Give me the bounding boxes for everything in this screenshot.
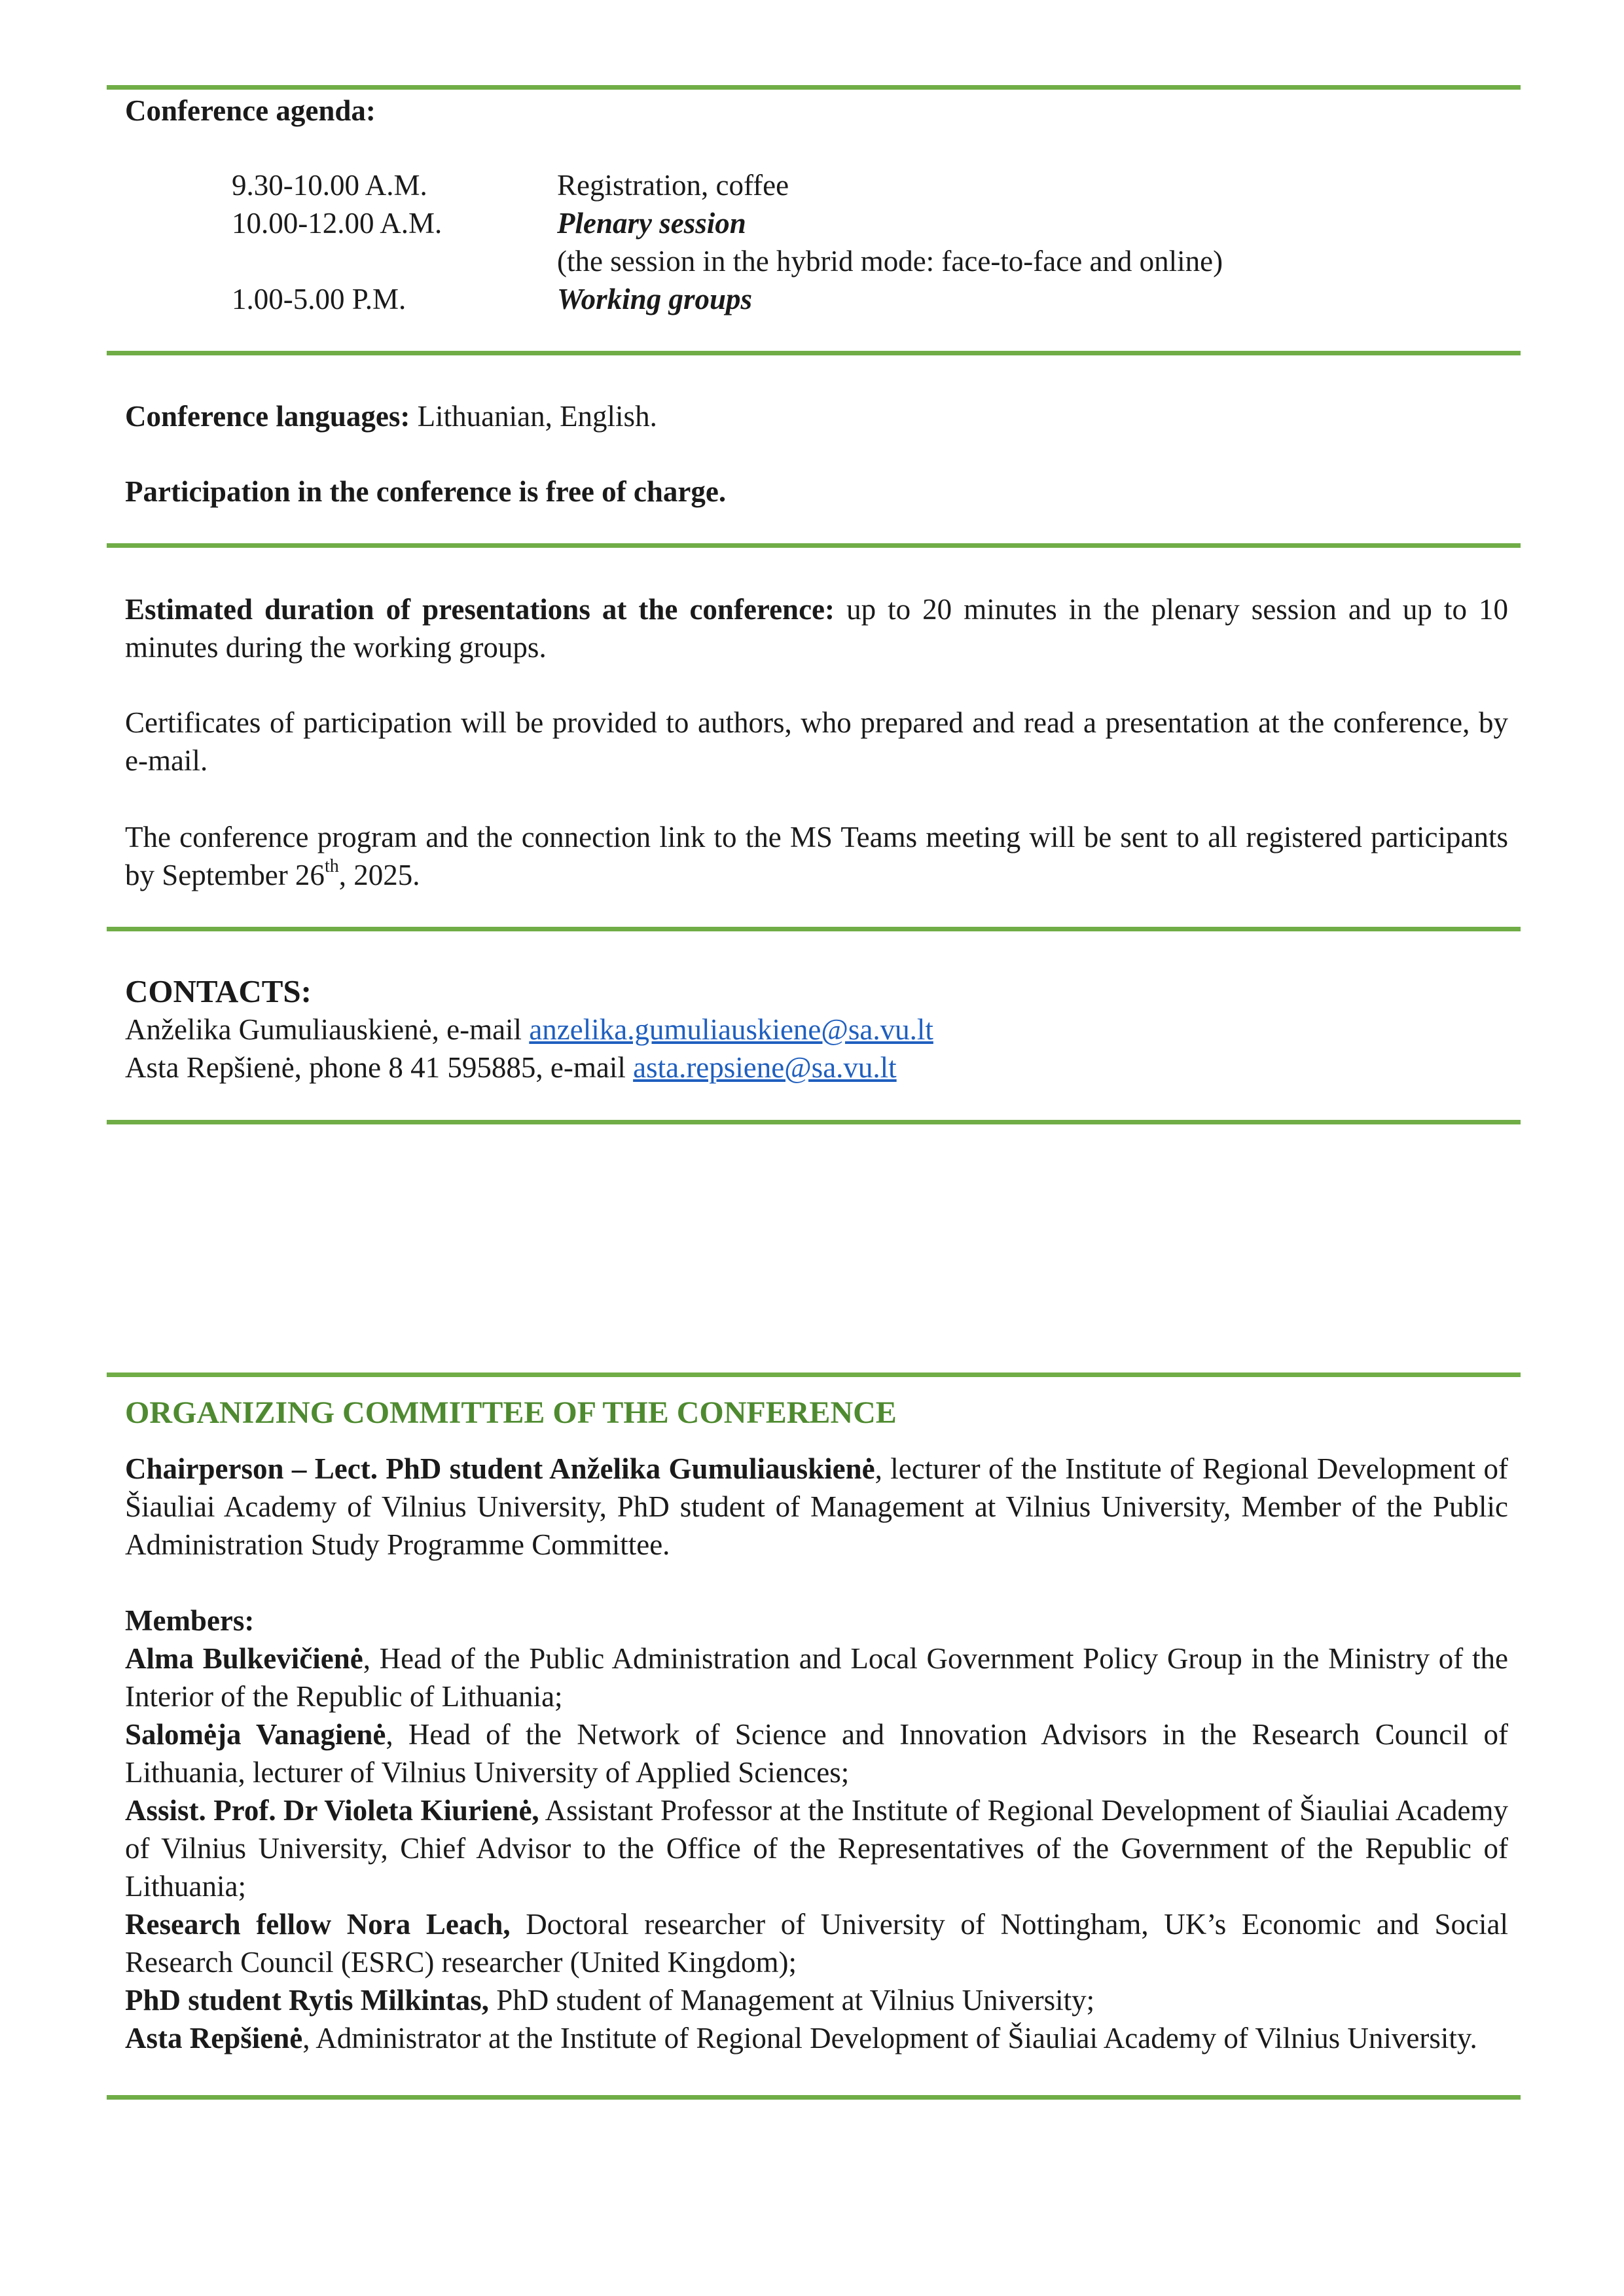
duration-label: Estimated duration of presentations at the conference: xyxy=(125,593,835,626)
divider-languages xyxy=(107,543,1521,548)
program-paragraph: The conference program and the connection link to the MS Teams meeting will be sent to all registered participants by September 26th, 2025. xyxy=(125,821,1508,891)
contacts-title: CONTACTS: xyxy=(125,973,312,1009)
agenda-time-2: 10.00-12.00 A.M. xyxy=(232,207,442,240)
agenda-title: Conference agenda: xyxy=(125,94,376,127)
member-5: PhD student Rytis Milkintas, PhD student of Management at Vilnius University; xyxy=(125,1984,1095,2017)
chairperson: Chairperson – Lect. PhD student Anželika Gumuliauskienė, lecturer of the Institute of Regional Development of Šiauliai Academy of Vilnius University, PhD student of Management at Vilnius University, Member of the Public Administration Study Programme Committee. xyxy=(125,1452,1508,1561)
divider-agenda xyxy=(107,351,1521,355)
member-3: Assist. Prof. Dr Violeta Kiurienė, Assistant Professor at the Institute of Regional Development of Šiauliai Academy of Vilnius University, Chief Advisor to the Office of the Representatives of the Government of the Republic of Lithuania; xyxy=(125,1794,1508,1903)
ordinal-suffix: th xyxy=(324,856,339,876)
contact-2-email-link[interactable]: asta.repsiene@sa.vu.lt xyxy=(633,1051,897,1084)
free-note: Participation in the conference is free of charge. xyxy=(125,475,727,508)
duration-value: up to 20 minutes in the plenary session and up to 10 minutes during the working groups. xyxy=(125,593,1508,664)
member-6: Asta Repšienė, Administrator at the Institute of Regional Development of Šiauliai Academy of Vilnius University. xyxy=(125,2022,1477,2054)
agenda-note-2: (the session in the hybrid mode: face-to-face and online) xyxy=(557,245,1223,278)
certificates-paragraph: Certificates of participation will be provided to authors, who prepared and read a presentation at the conference, by e-mail. xyxy=(125,706,1508,777)
member-1: Alma Bulkevičienė, Head of the Public Administration and Local Government Policy Group in the Ministry of the Interior of the Republic of Lithuania; xyxy=(125,1642,1508,1713)
duration-paragraph xyxy=(125,590,1508,666)
contact-2: Asta Repšienė, phone 8 41 595885, e-mail asta.repsiene@sa.vu.lt xyxy=(125,1051,897,1084)
contact-1: Anželika Gumuliauskienė, e-mail anzelika.gumuliauskiene@sa.vu.lt xyxy=(125,1013,933,1046)
divider-top xyxy=(107,85,1521,90)
agenda-activity-3: Working groups xyxy=(557,283,753,315)
committee-title: ORGANIZING COMMITTEE OF THE CONFERENCE xyxy=(125,1395,897,1430)
member-4: Research fellow Nora Leach, Doctoral researcher of University of Nottingham, UK’s Economic and Social Research Council (ESRC) researcher (United Kingdom); xyxy=(125,1908,1508,1979)
languages-value: Lithuanian, English. xyxy=(410,400,657,433)
agenda-time-3: 1.00-5.00 P.M. xyxy=(232,283,406,315)
agenda-activity-1: Registration, coffee xyxy=(557,169,789,202)
contacts-section xyxy=(125,973,1508,1086)
divider-committee-top xyxy=(107,1372,1521,1377)
member-2: Salomėja Vanagienė, Head of the Network of Science and Innovation Advisors in the Research Council of Lithuania, lecturer of Vilnius University of Applied Sciences; xyxy=(125,1718,1509,1789)
agenda-time-1: 9.30-10.00 A.M. xyxy=(232,169,427,202)
divider-info xyxy=(107,927,1521,931)
contact-1-email-link[interactable]: anzelika.gumuliauskiene@sa.vu.lt xyxy=(529,1013,933,1046)
committee-body xyxy=(125,1450,1508,2057)
members-label: Members: xyxy=(125,1604,255,1637)
languages-label: Conference languages: xyxy=(125,400,410,433)
languages-line xyxy=(125,397,1508,435)
divider-committee-bottom xyxy=(107,2095,1521,2100)
divider-contacts xyxy=(107,1120,1521,1124)
agenda-activity-2: Plenary session xyxy=(557,207,746,240)
